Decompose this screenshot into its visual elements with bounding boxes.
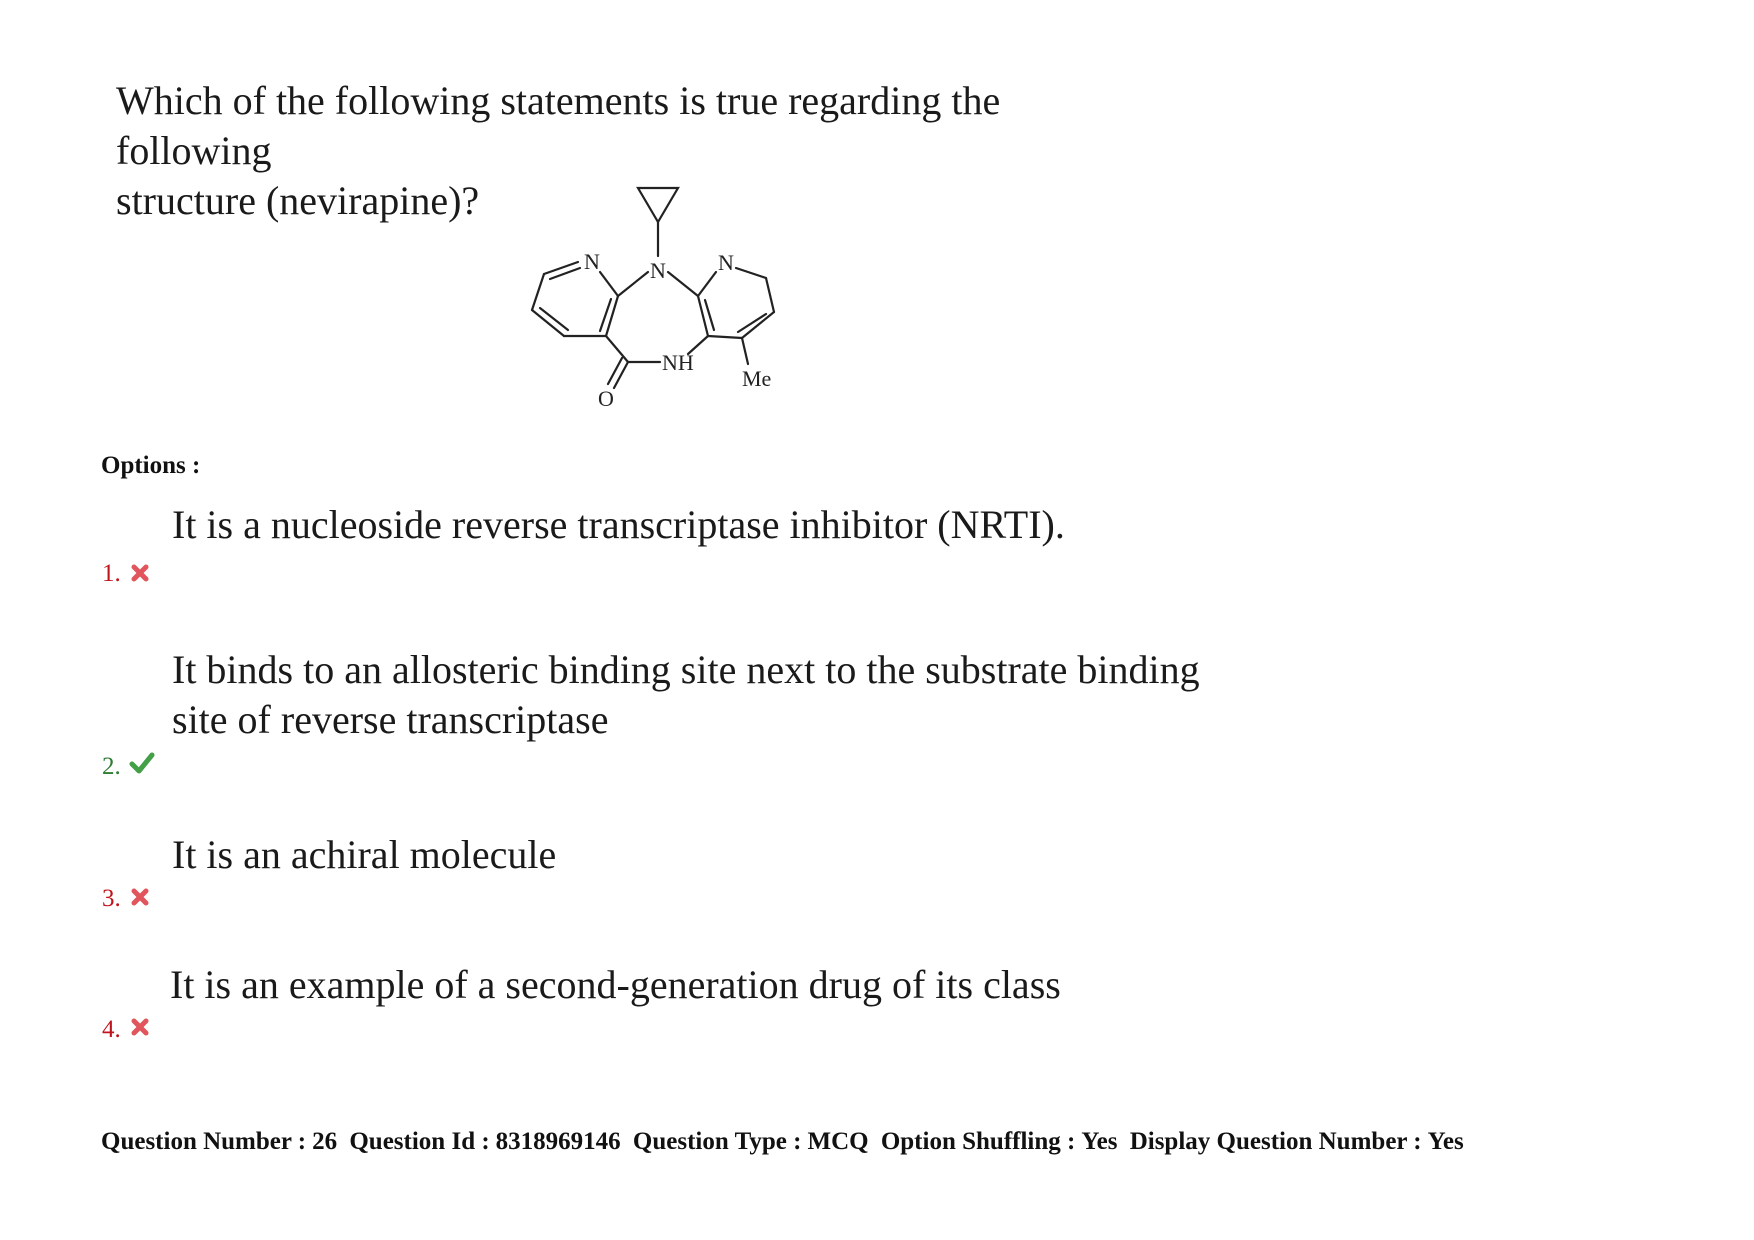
option-shuffling-label: Option Shuffling : bbox=[880, 1128, 1076, 1155]
option-3-text bbox=[172, 830, 556, 880]
display-question-number: Yes bbox=[1427, 1128, 1464, 1155]
option-2-text bbox=[172, 645, 1200, 745]
nevirapine-structure bbox=[520, 178, 820, 438]
question-type: MCQ bbox=[807, 1128, 869, 1155]
option-4-text-line-1: It is an example of a second-generation drug of its class bbox=[170, 962, 1061, 1007]
question-id: 8318969146 bbox=[495, 1128, 621, 1155]
atom-label-n-left: N bbox=[584, 249, 600, 274]
option-2-number: 2. bbox=[102, 753, 121, 780]
atom-label-me: Me bbox=[742, 366, 772, 391]
question-line-2: structure (nevirapine)? bbox=[116, 178, 480, 223]
question-line-1: Which of the following statements is true regarding the following bbox=[116, 78, 1001, 173]
option-2-text-line-2: site of reverse transcriptase bbox=[172, 697, 609, 742]
display-question-number-label: Display Question Number : bbox=[1129, 1128, 1422, 1155]
option-1-number: 1. bbox=[102, 560, 121, 587]
question-id-label: Question Id : bbox=[349, 1128, 490, 1155]
option-shuffling: Yes bbox=[1081, 1128, 1118, 1155]
cross-icon bbox=[129, 1016, 151, 1038]
option-4-text bbox=[170, 960, 1061, 1010]
atom-label-n-right: N bbox=[718, 250, 734, 275]
option-1-text-line-1: It is a nucleoside reverse transcriptase inhibitor (NRTI). bbox=[172, 502, 1065, 547]
question-number: 26 bbox=[312, 1128, 338, 1155]
option-2-text-line-1: It binds to an allosteric binding site next to the substrate binding bbox=[172, 647, 1200, 692]
cross-icon bbox=[129, 562, 151, 584]
option-3-number: 3. bbox=[102, 885, 121, 912]
atom-label-o: O bbox=[598, 386, 614, 411]
option-1-text bbox=[172, 500, 1065, 550]
question-metadata-footer bbox=[101, 1128, 1470, 1156]
cross-icon bbox=[129, 886, 151, 908]
check-icon bbox=[129, 751, 155, 775]
atom-label-n-top: N bbox=[650, 258, 666, 283]
option-3-text-line-1: It is an achiral molecule bbox=[172, 832, 557, 877]
atom-label-nh: NH bbox=[662, 350, 694, 375]
question-number-label: Question Number : bbox=[101, 1128, 307, 1155]
question-type-label: Question Type : bbox=[632, 1128, 802, 1155]
options-label: Options : bbox=[101, 452, 201, 479]
option-4-number: 4. bbox=[102, 1016, 121, 1043]
cyclopropyl-ring bbox=[638, 188, 678, 222]
